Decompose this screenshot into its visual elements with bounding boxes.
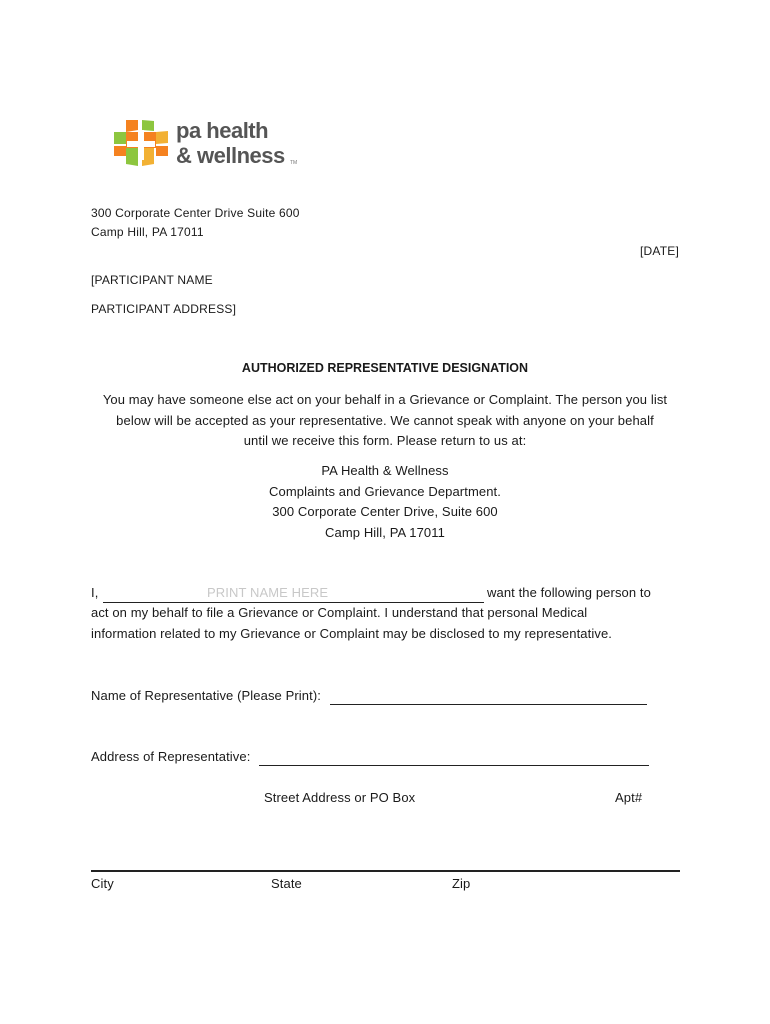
logo-cross-mark-icon — [114, 118, 170, 168]
zip-label: Zip — [452, 876, 471, 891]
statement-line3: information related to my Grievance or Complaint may be disclosed to my representative. — [91, 626, 612, 641]
return-address-line2: Complaints and Grievance Department. — [269, 483, 501, 499]
participant-name-placeholder: [PARTICIPANT NAME — [91, 273, 213, 287]
rep-address-field[interactable] — [259, 749, 649, 766]
intro-paragraph — [90, 390, 680, 452]
statement-prefix: I, — [91, 585, 99, 600]
return-address-line4: Camp Hill, PA 17011 — [325, 524, 445, 540]
participant-address-placeholder: PARTICIPANT ADDRESS] — [91, 302, 237, 316]
print-name-placeholder: PRINT NAME HERE — [207, 585, 329, 600]
statement-suffix: want the following person to — [487, 585, 651, 600]
statement-line2: act on my behalf to file a Grievance or Complaint. I understand that personal Medical — [91, 605, 588, 620]
sender-address-line1: 300 Corporate Center Drive Suite 600 — [91, 206, 300, 220]
street-address-label: Street Address or PO Box — [264, 790, 416, 805]
logo-text-line1: pa health — [176, 118, 269, 143]
intro-line1: You may have someone else act on your behalf in a Grievance or Complaint. The person you list — [102, 392, 668, 407]
apt-label: Apt# — [615, 790, 643, 805]
return-address-line1: PA Health & Wellness — [321, 463, 449, 478]
intro-line3: until we receive this form. Please return to us at: — [243, 433, 527, 448]
intro-line2: below will be accepted as your representative. We cannot speak with anyone on your behalf — [116, 412, 654, 428]
return-address — [90, 461, 680, 543]
rep-name-label: Name of Representative (Please Print): — [91, 688, 321, 703]
date-placeholder: [DATE] — [640, 244, 679, 258]
city-state-zip-field[interactable] — [91, 870, 680, 872]
rep-name-field[interactable] — [330, 688, 647, 705]
city-label: City — [91, 876, 114, 891]
print-name-field[interactable] — [103, 585, 484, 603]
rep-address-label: Address of Representative: — [91, 749, 251, 764]
pa-health-wellness-logo — [114, 118, 304, 170]
return-address-line3: 300 Corporate Center Drive, Suite 600 — [272, 504, 498, 519]
state-label: State — [271, 876, 302, 891]
logo-text-line2: & wellness — [176, 143, 285, 168]
document-title: AUTHORIZED REPRESENTATIVE DESIGNATION — [241, 361, 529, 375]
sender-address-line2: Camp Hill, PA 17011 — [91, 225, 204, 239]
logo-trademark: TM — [290, 160, 298, 166]
